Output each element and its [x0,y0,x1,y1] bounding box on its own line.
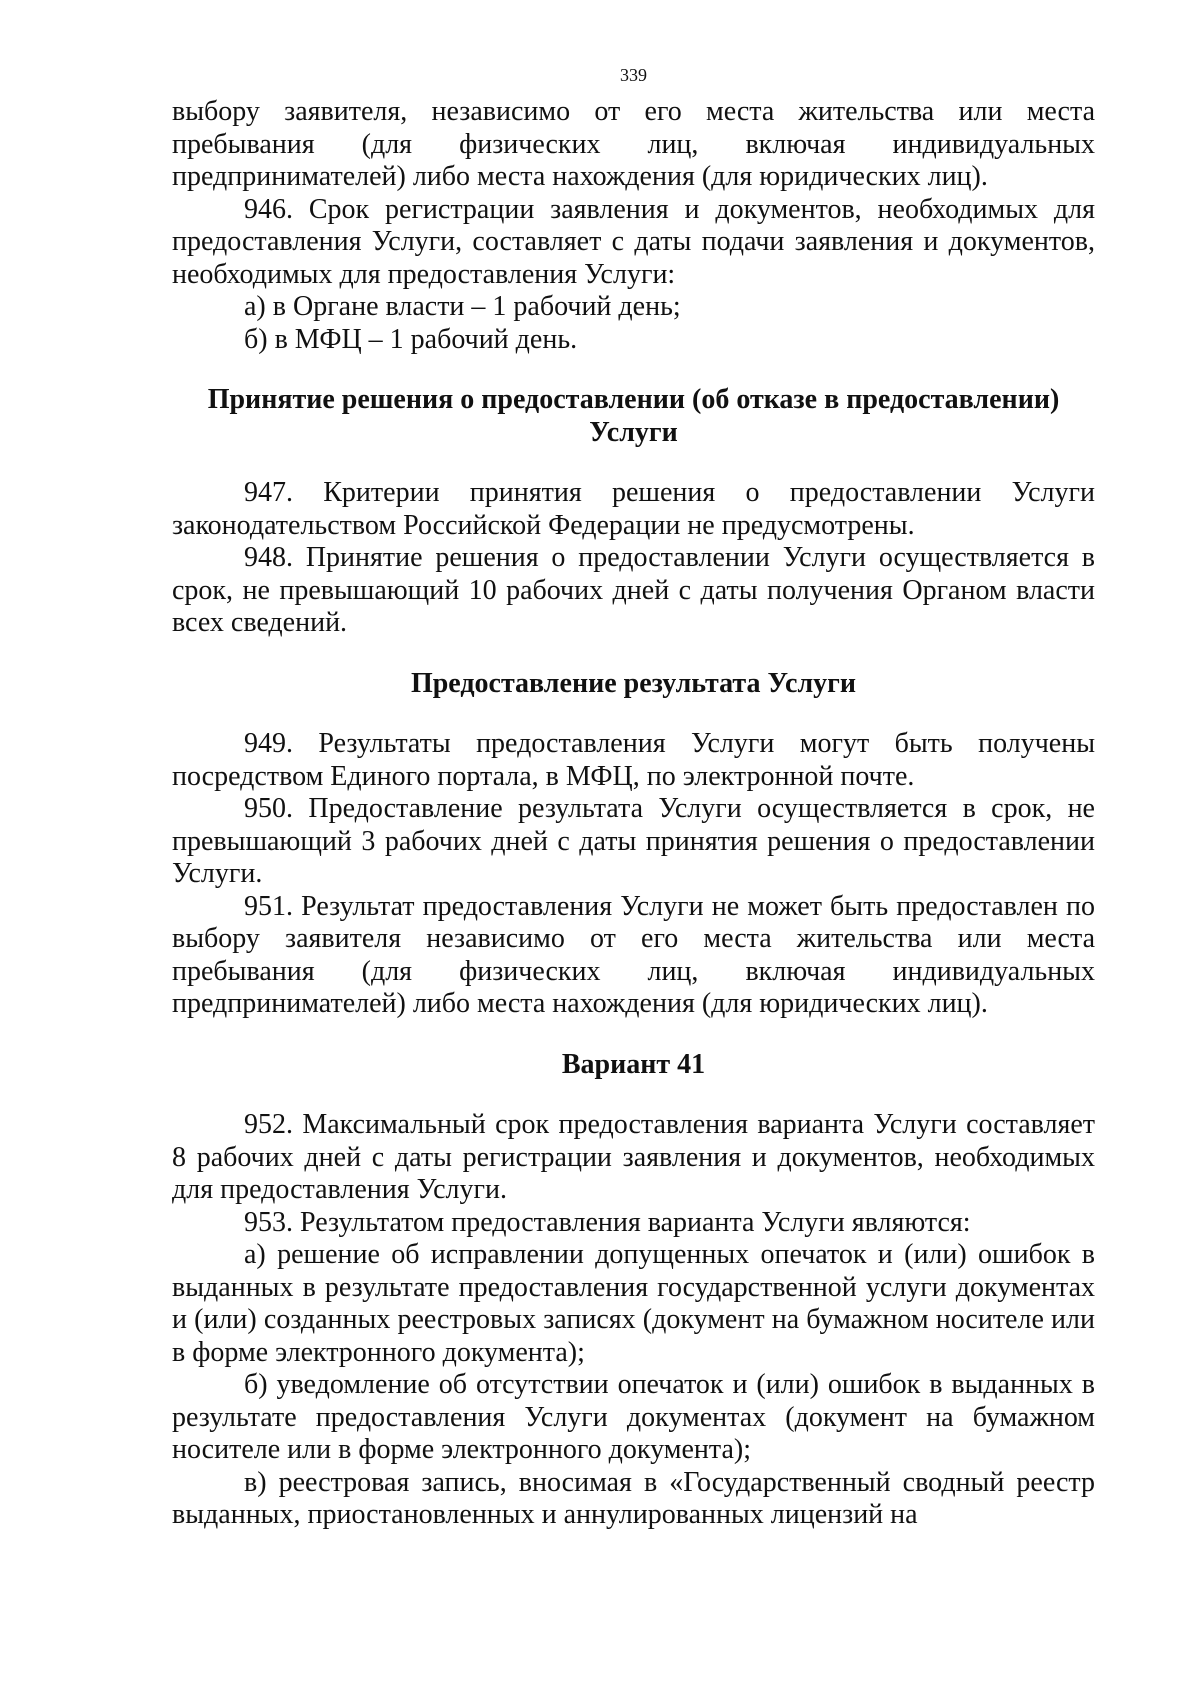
paragraph-946-b: б) в МФЦ – 1 рабочий день. [244,323,578,355]
paragraph-950: 950. Предоставление результата Услуги осуществляется в срок, не превышающий 3 рабочих дней с даты принятия решения о предоставлении Услуги. [172,793,1095,889]
paragraph-953-a: а) решение об исправлении допущенных опечаток и (или) ошибок в выданных в результате предоставления государственной услуги документах и (или) созданных реестровых записях (документ на бумажном носителе или в форме электронного документа); [172,1239,1095,1368]
paragraph-953: 953. Результатом предоставления варианта Услуги являются: [244,1206,971,1238]
paragraph-952: 952. Максимальный срок предоставления варианта Услуги составляет 8 рабочих дней с даты регистрации заявления и документов, необходимых для предоставления Услуги. [172,1109,1095,1205]
page-number: 339 [620,65,647,85]
paragraph-continued: выбору заявителя, независимо от его места жительства или места пребывания (для физических лиц, включая индивидуальных предпринимателей) либо места нахождения (для юридических лиц). [172,96,1095,192]
section-heading-result: Предоставление результата Услуги [410,667,857,699]
paragraph-953-b: б) уведомление об отсутствии опечаток и (или) ошибок в выданных в результате предоставления Услуги документах (документ на бумажном носителе или в форме электронного документа); [172,1369,1095,1465]
section-heading-decision: Принятие решения о предоставлении (об отказе в предоставлении) Услуги [207,384,1060,448]
paragraph-946: 946. Срок регистрации заявления и документов, необходимых для предоставления Услуги, составляет с даты подачи заявления и документов, необходимых для предоставления Услуги: [172,193,1095,290]
paragraph-947: 947. Критерии принятия решения о предоставлении Услуги законодательством Российской Федерации не предусмотрены. [172,477,1095,541]
section-heading-variant: Вариант 41 [561,1048,706,1080]
paragraph-953-c: в) реестровая запись, вносимая в «Государственный сводный реестр выданных, приостановленных и аннулированных лицензий на [172,1466,1095,1530]
paragraph-948: 948. Принятие решения о предоставлении Услуги осуществляется в срок, не превышающий 10 рабочих дней с даты получения Органом власти всех сведений. [172,542,1095,638]
paragraph-949: 949. Результаты предоставления Услуги могут быть получены посредством Единого портала, в МФЦ, по электронной почте. [172,728,1095,792]
paragraph-951: 951. Результат предоставления Услуги не может быть предоставлен по выбору заявителя независимо от его места жительства или места пребывания (для физических лиц, включая индивидуальных предпринимателей) либо места нахождения (для юридических лиц). [172,890,1095,1019]
paragraph-946-a: а) в Органе власти – 1 рабочий день; [244,291,681,322]
